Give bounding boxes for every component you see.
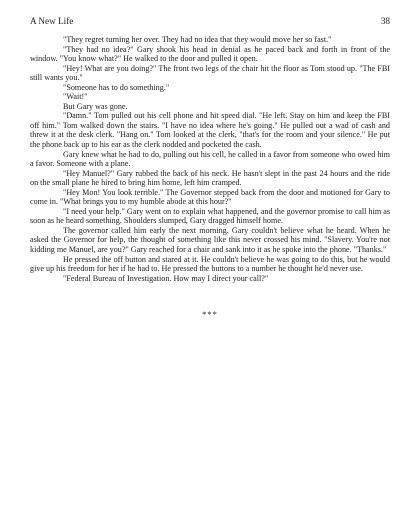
paragraph: Gary knew what he had to do, pulling out his cell, he called in a favor from someone who owed him a favor. Someone with a plane. <box>30 149 390 169</box>
paragraph: "Hey! What are you doing?" The front two legs of the chair hit the floor as Tom stood up. "The FBI still wants you." <box>30 63 390 83</box>
paragraph: "Hey Manuel?" Gary rubbed the back of his neck. He hasn't slept in the past 24 hours and the ride on the small plane he hired to bring him home, left him cramped. <box>30 168 390 188</box>
paragraph: "I need your help." Gary went on to explain what happened, and the governor promise to call him as soon as he heard something. Shoulders slumped, Gary dragged himself home. <box>30 206 390 226</box>
page-number: 38 <box>380 16 390 26</box>
paragraph: "They had no idea?" Gary shook his head in denial as he paced back and forth in front of the window. "You know what?" He walked to the door and pulled it open. <box>30 44 390 64</box>
page-body <box>30 35 390 283</box>
paragraph: "Hey Mon! You look terrible." The Governor stepped back from the door and motioned for Gary to come in. "What brings you to my humble abode at this hour?" <box>30 187 390 207</box>
paragraph: But Gary was gone. <box>63 101 128 111</box>
paragraph: He pressed the off button and stared at it. He couldn't believe he was going to do this, but he would give up his freedom for her if he had to. He pressed the buttons to a number he thought he'd never use. <box>30 254 390 274</box>
paragraph: "Damn." Tom pulled out his cell phone and hit speed dial. "He left. Stay on him and keep the FBI off him." Tom walked down the stairs. "I have no idea where he's going." He pulled out a wad of cash and threw it at the desk clerk. "Hang on." Tom looked at the clerk, "that's for the room and your silence." He put the phone back up to his ear as the clerk nodded and pocketed the cash. <box>30 111 390 150</box>
paragraph: "They regret turning her over. They had no idea that they would move her so fast." <box>63 35 332 44</box>
paragraph: "Federal Bureau of Investigation. How may I direct your call?" <box>63 273 269 283</box>
paragraph: "Wait!" <box>63 92 88 102</box>
book-title: A New Life <box>30 16 74 26</box>
scene-break: *** <box>202 309 218 320</box>
running-header <box>30 16 390 27</box>
paragraph: "Someone has to do something." <box>63 82 170 92</box>
paragraph: The governor called him early the next morning. Gary couldn't believe what he heard. When he asked the Governor for help, the thought of something like this never crossed his mind. "Slavery. You're not kidding me Manuel, are you?" Gary reached for a chair and sank into it as he spoke into the phone. "Thanks." <box>30 225 390 255</box>
